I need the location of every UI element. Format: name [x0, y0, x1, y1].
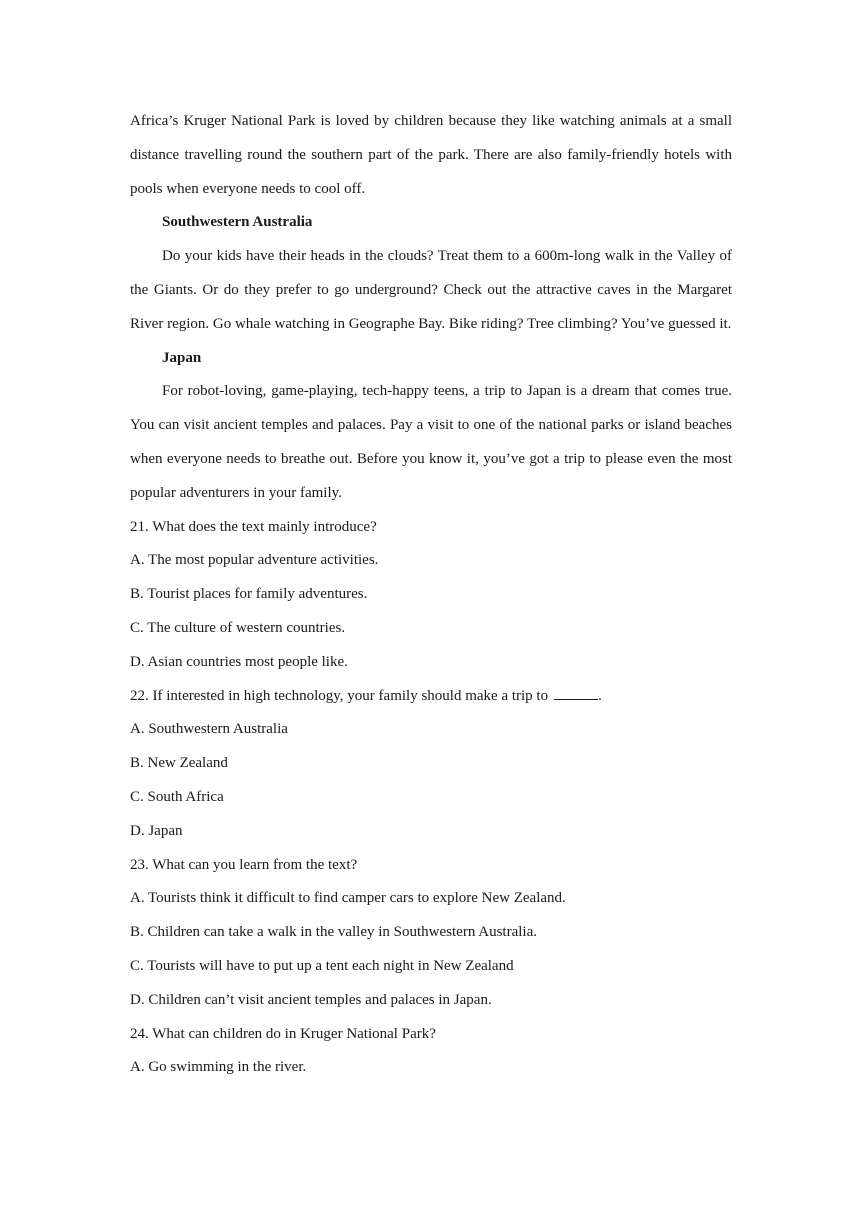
question-21-option-a: A. The most popular adventure activities.	[130, 552, 379, 569]
question-22-stem-end: .	[598, 687, 602, 704]
question-23-option-d: D. Children can’t visit ancient temples and palaces in Japan.	[130, 991, 492, 1008]
section-heading-japan: Japan	[162, 349, 202, 366]
section-text-japan: For robot-loving, game-playing, tech-happy teens, a trip to Japan is a dream that comes true. You can visit ancient temples and palaces. Pay a visit to one of the national parks or island beaches when everyone needs to breathe out. Before you know it, you’ve got a trip to please even the most popular adventurers in your family.	[130, 383, 732, 501]
question-22-stem: 22. If interested in high technology, your family should make a trip to	[130, 687, 549, 704]
question-23-option-c: C. Tourists will have to put up a tent each night in New Zealand	[130, 957, 514, 974]
question-21-option-c: C. The culture of western countries.	[130, 619, 346, 636]
question-23-option-b: B. Children can take a walk in the valley in Southwestern Australia.	[130, 924, 537, 941]
question-24-stem: 24. What can children do in Kruger National Park?	[130, 1025, 436, 1042]
passage-intro-paragraph: Africa’s Kruger National Park is loved by children because they like watching animals at a small distance travelling round the southern part of the park. There are also family-friendly hotels with pools when everyone needs to cool off.	[130, 113, 732, 197]
question-24-option-a: A. Go swimming in the river.	[130, 1059, 307, 1076]
question-22-stem-line	[130, 680, 732, 714]
section-heading-southwestern-australia: Southwestern Australia	[162, 214, 313, 231]
question-22-option-d: D. Japan	[130, 822, 183, 839]
section-text-southwestern-australia: Do your kids have their heads in the clouds? Treat them to a 600m-long walk in the Valley of the Giants. Or do they prefer to go underground? Check out the attractive caves in the Margaret River region. Go whale watching in Geographe Bay. Bike riding? Tree climbing? You’ve guessed it.	[130, 248, 732, 332]
question-22-option-b: B. New Zealand	[130, 755, 228, 772]
question-23-stem: 23. What can you learn from the text?	[130, 856, 358, 873]
question-23-option-a: A. Tourists think it difficult to find camper cars to explore New Zealand.	[130, 890, 566, 907]
question-21-stem: 21. What does the text mainly introduce?	[130, 518, 377, 535]
question-21-option-d: D. Asian countries most people like.	[130, 653, 348, 670]
question-22-option-c: C. South Africa	[130, 788, 224, 805]
answer-blank	[554, 699, 598, 700]
document-page	[130, 105, 732, 1085]
question-22-option-a: A. Southwestern Australia	[130, 721, 288, 738]
question-21-option-b: B. Tourist places for family adventures.	[130, 586, 368, 603]
